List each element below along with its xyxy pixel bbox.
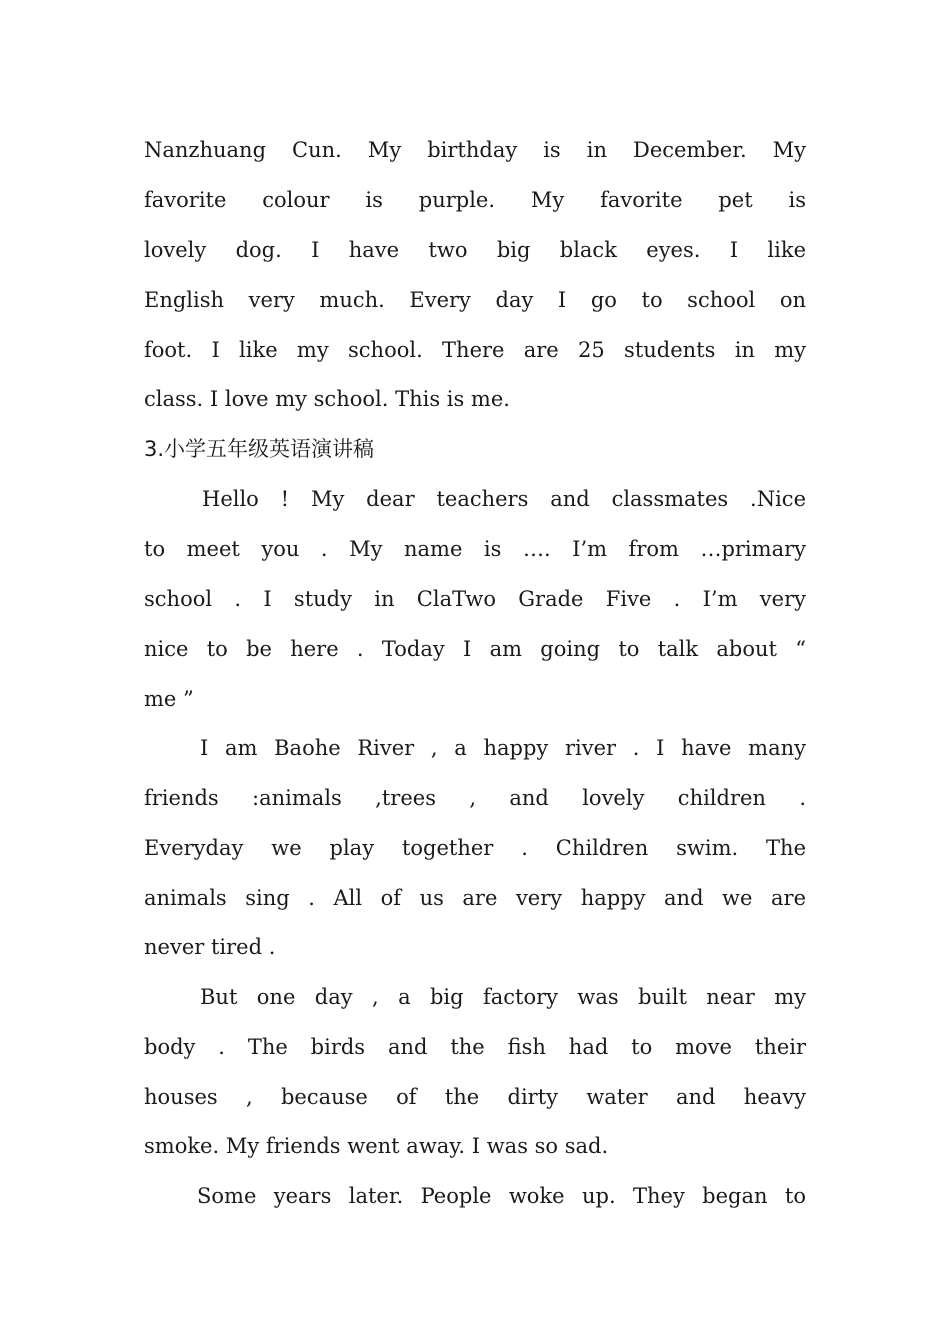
text-line: class. I love my school. This is me. — [144, 387, 510, 411]
text-line: to meet you . My name is …. I’m from …primary — [144, 537, 806, 561]
text-line: favorite colour is purple. My favorite pet is — [144, 188, 806, 212]
text-line: But one day , a big factory was built near my — [200, 985, 806, 1009]
text-line: animals sing . All of us are very happy and we are — [144, 886, 806, 910]
text-line: body . The birds and the fish had to move their — [144, 1035, 806, 1059]
text-line: Nanzhuang Cun. My birthday is in December. My — [144, 138, 806, 162]
text-line: foot. I like my school. There are 25 students in my — [144, 338, 806, 362]
text-line: smoke. My friends went away. I was so sad. — [144, 1134, 609, 1158]
text-line: Everyday we play together . Children swim. The — [144, 836, 806, 860]
text-line: English very much. Every day I go to school on — [144, 288, 806, 312]
text-line: I am Baohe River , a happy river . I have many — [200, 736, 806, 760]
text-line: houses , because of the dirty water and heavy — [144, 1085, 806, 1109]
text-line: lovely dog. I have two big black eyes. I like — [144, 238, 806, 262]
text-line: never tired . — [144, 935, 276, 959]
section-heading: 3.小学五年级英语演讲稿 — [144, 437, 375, 461]
text-line: Some years later. People woke up. They began to — [197, 1184, 806, 1208]
text-line: friends :animals ,trees , and lovely children . — [144, 786, 806, 810]
text-line: school . I study in ClaTwo Grade Five . I’m very — [144, 587, 806, 611]
text-line: Hello ! My dear teachers and classmates .Nice — [202, 487, 806, 511]
text-line: me ” — [144, 687, 194, 711]
text-line: nice to be here . Today I am going to talk about “ — [144, 637, 806, 661]
